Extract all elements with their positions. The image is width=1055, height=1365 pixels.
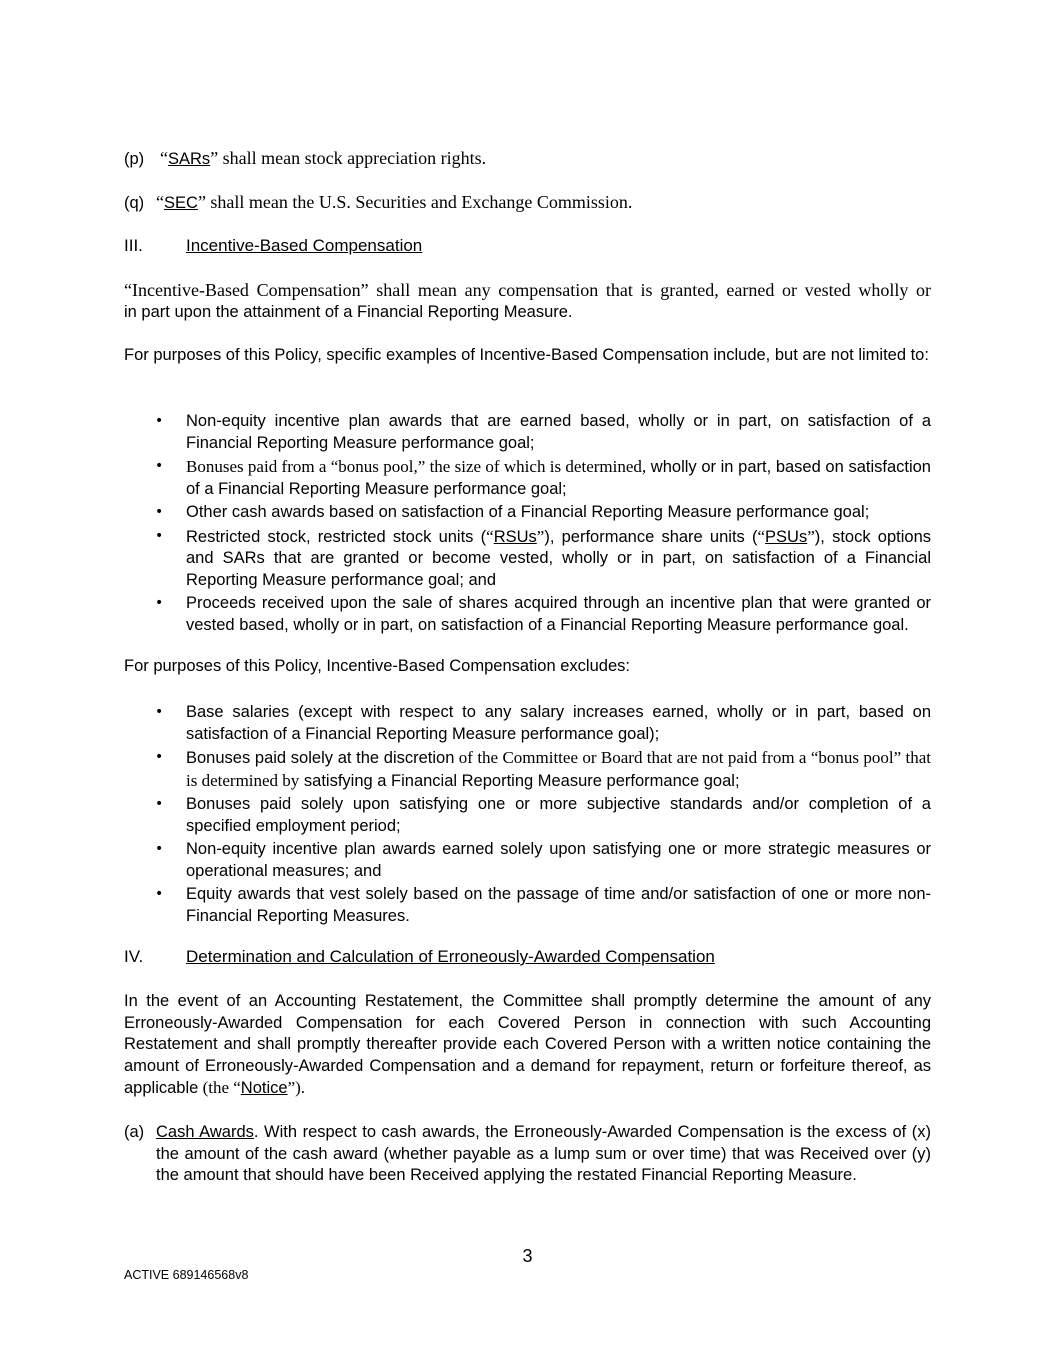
paragraph-line-sans: in part upon the attainment of a Financial Reporting Measure. xyxy=(124,303,573,321)
list-item xyxy=(124,794,931,837)
close-quote: ” xyxy=(536,526,545,546)
list-item-text: Restricted stock, restricted stock units ( xyxy=(186,527,487,546)
excludes-list xyxy=(124,702,931,929)
open-quote: “ xyxy=(486,526,494,546)
subsection-title: Cash Awards xyxy=(156,1123,254,1141)
defined-term: SEC xyxy=(164,194,198,212)
defined-term: RSUs xyxy=(493,527,537,546)
definition-label: (q) xyxy=(124,194,145,212)
list-item xyxy=(124,526,931,592)
definition-q xyxy=(124,191,632,215)
list-item-text-serif: Bonuses paid from a “bonus pool,” the size of which is determined, xyxy=(186,457,647,476)
defined-term: SARs xyxy=(168,150,211,168)
list-item-text: Non-equity incentive plan awards that are earned based, wholly or in part, on satisfaction of a Financial Reporting Measure performance goal; xyxy=(186,412,931,452)
list-item xyxy=(124,884,931,927)
section-paragraph xyxy=(124,991,931,1100)
list-item-text-serif: of the Committee or Board that are not paid from a “bonus pool” that is determined by xyxy=(186,748,931,790)
list-item xyxy=(124,502,931,524)
open-quote: “ xyxy=(160,148,168,168)
list-item-text: Proceeds received upon the sale of shares acquired through an incentive plan that were granted or vested based, wholly or in part, on satisfaction of a Financial Reporting Measure performance goal. xyxy=(186,594,931,634)
section-number: IV. xyxy=(124,947,144,966)
bullet-icon: • xyxy=(155,704,164,720)
paragraph-text-serif: ”). xyxy=(287,1078,306,1097)
list-item-text: satisfaction of a Financial Reporting Measure performance goal; xyxy=(186,458,931,498)
list-item-text: Bonuses paid solely at the discretion xyxy=(186,749,455,767)
defined-term: PSUs xyxy=(765,527,808,546)
includes-intro: For purposes of this Policy, specific examples of Incentive-Based Compensation include, but are not limited to: xyxy=(124,346,929,364)
paragraph-text: In the event of an Accounting Restatement, the Committee shall promptly determine the amount of any Erroneously-Awarded Compensation for each Covered Person in connection with such Accounting Restatement and shall promptly thereafter provide each Covered Person with a written notice containing the amount of Erroneously-Awarded Compensation and a demand for repayment, return or forfeiture thereof, as applicable xyxy=(124,992,931,1097)
list-item xyxy=(124,839,931,882)
bullet-icon: • xyxy=(155,413,164,429)
definition-paragraph xyxy=(124,279,931,323)
excludes-intro: For purposes of this Policy, Incentive-Based Compensation excludes: xyxy=(124,657,630,675)
section-number: III. xyxy=(124,236,143,255)
section-title: Incentive-Based Compensation xyxy=(186,236,423,255)
subsection-label: (a) xyxy=(124,1123,145,1141)
list-item-text: Other cash awards based on satisfaction of a Financial Reporting Measure performance goal; xyxy=(186,503,870,521)
page-number: 3 xyxy=(522,1246,533,1266)
subsection-body xyxy=(156,1122,931,1187)
section-title: Determination and Calculation of Erroneously-Awarded Compensation xyxy=(186,947,715,966)
list-item-text: ), stock options and SARs that are granted or become vested, wholly or in part, on satisfaction of a Financial Reporting Measure performance goal; and xyxy=(186,527,931,589)
paragraph-line-serif: “Incentive-Based Compensation” shall mean any compensation that is granted, earned or vested wholly or xyxy=(124,280,931,300)
list-item-text: Base salaries (except with respect to any salary increases earned, wholly or in part, based on satisfaction of a Financial Reporting Measure performance goal); xyxy=(186,703,931,743)
list-item xyxy=(124,593,931,636)
subsection-cash-awards xyxy=(124,1122,931,1187)
list-item xyxy=(124,411,931,454)
paragraph-text-serif: (the “ xyxy=(198,1078,241,1097)
bullet-icon: • xyxy=(155,796,164,812)
bullet-icon: • xyxy=(155,841,164,857)
includes-list xyxy=(124,411,931,638)
definition-text: ” shall mean stock appreciation rights. xyxy=(210,148,487,168)
definition-p xyxy=(124,147,486,171)
definition-label: (p) xyxy=(124,150,145,168)
bullet-icon: • xyxy=(155,886,164,902)
document-id: ACTIVE 689146568v8 xyxy=(124,1268,249,1282)
bullet-icon: • xyxy=(155,504,164,520)
list-item-text: Bonuses paid solely upon satisfying one or more subjective standards and/or completion of a specified employment period; xyxy=(186,795,931,835)
subsection-text: . With respect to cash awards, the Erroneously-Awarded Compensation is the excess of (x) the amount of the cash award (whether payable as a lump sum or over time) that was Received over (y) the amount that should have been Received applying the restated Financial Reporting Measure. xyxy=(156,1123,932,1184)
list-item xyxy=(124,747,931,792)
list-item-text: wholly or in part, based on xyxy=(646,458,844,476)
bullet-icon: • xyxy=(155,458,164,474)
list-item-text: ), performance share units ( xyxy=(544,527,758,546)
close-quote: ” xyxy=(807,526,815,546)
open-quote: “ xyxy=(156,192,164,212)
list-item xyxy=(124,456,931,500)
open-quote: “ xyxy=(757,526,766,546)
bullet-icon: • xyxy=(155,527,164,544)
section-heading xyxy=(124,946,715,968)
list-item-text: satisfying a Financial Reporting Measure performance goal; xyxy=(299,771,740,790)
defined-term: Notice xyxy=(240,1079,288,1097)
section-heading xyxy=(124,235,422,257)
list-item-text: Equity awards that vest solely based on the passage of time and/or satisfaction of one or more non-Financial Reporting Measures. xyxy=(186,885,931,925)
bullet-icon: • xyxy=(155,749,164,765)
list-item xyxy=(124,702,931,745)
definition-text: ” shall mean the U.S. Securities and Exchange Commission. xyxy=(197,192,633,212)
list-item-text: Non-equity incentive plan awards earned solely upon satisfying one or more strategic measures or operational measures; and xyxy=(186,840,931,880)
bullet-icon: • xyxy=(155,595,164,611)
